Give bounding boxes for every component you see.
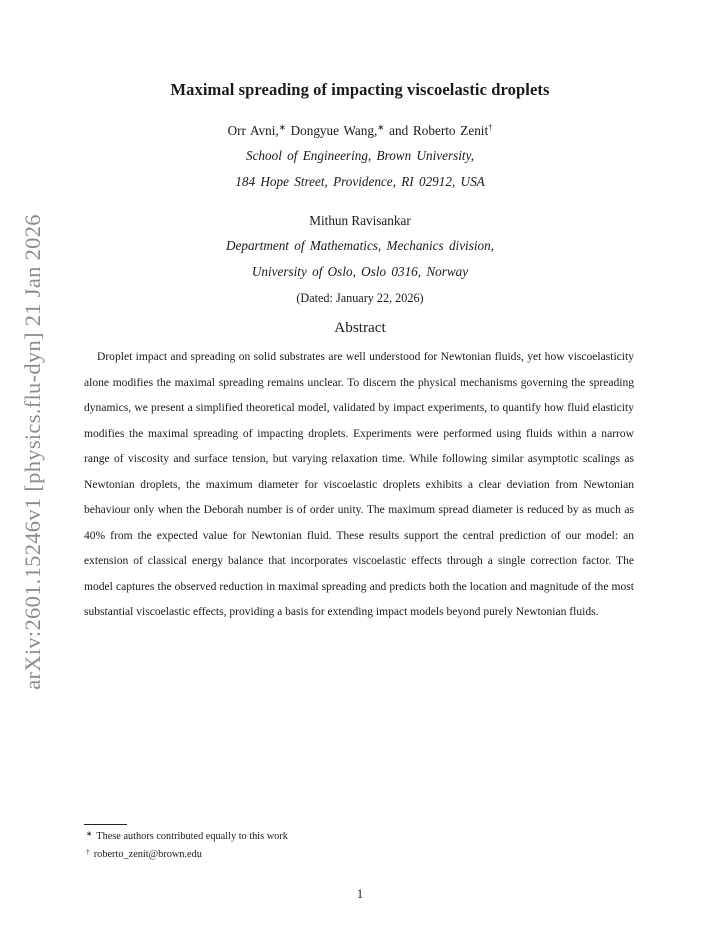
abstract-text: Droplet impact and spreading on solid substrates are well understood for Newtonian fluids, yet how viscoelasticity alone modifies the maximal spreading remains unclear. To discern the physical mechanisms governing the spreading dynamics, we present a simplified theoretical model, validated by impact experiments, to quantify how fluid elasticity modifies the maximal spreading of impacting droplets. Experiments were performed using fluids within a narrow range of viscosity and surface tension, but varying relaxation time. While following similar asymptotic scalings as Newtonian droplets, the maximum diameter for viscoelastic droplets exhibits a clear deviation from Newtonian behaviour only when the Deborah number is of order unity. The maximum spread diameter is reduced by as much as 40% from the expected value for Newtonian fluid. These results support the central prediction of our model: an extension of classical energy balance that incorporates viscoelastic effects through a single correction factor. The model captures the observed reduction in maximal spreading and predicts both the location and magnitude of the most substantial viscoelastic effects, providing a basis for extending impact models beyond purely Newtonian fluids.	[84, 351, 634, 618]
footnote-text: These authors contributed equally to this work	[96, 831, 288, 842]
footnote-mark: ∗	[377, 122, 385, 132]
dated-line: (Dated: January 22, 2026)	[296, 291, 424, 305]
footnote-mark: ∗	[86, 829, 93, 838]
footnote-divider	[84, 824, 127, 825]
author-name: Orr Avni,	[227, 123, 279, 138]
affiliation-line: 184 Hope Street, Providence, RI 02912, USA	[235, 174, 485, 189]
footnote	[86, 829, 288, 842]
affiliation-line: School of Engineering, Brown University,	[245, 148, 474, 163]
arxiv-identifier-text: arXiv:2601.15246v1 [physics.flu-dyn] 21 Jan 2026	[20, 214, 45, 690]
page-number: 1	[356, 887, 364, 901]
abstract-heading: Abstract	[334, 319, 386, 336]
footnote-mark: †	[488, 122, 493, 132]
author-name: Dongyue Wang,	[285, 123, 378, 138]
author-name: and Roberto Zenit	[384, 123, 489, 138]
author-name: Mithun Ravisankar	[309, 213, 411, 228]
paper-title: Maximal spreading of impacting viscoelastic droplets	[170, 80, 550, 99]
footnote-mark: ∗	[278, 122, 286, 132]
author-list	[0, 122, 720, 139]
footnote-email: roberto_zenit@brown.edu	[93, 849, 202, 860]
footnote	[86, 847, 202, 860]
footnote-mark: †	[86, 847, 90, 856]
affiliation-line: Department of Mathematics, Mechanics division,	[225, 238, 495, 253]
affiliation-line: University of Oslo, Oslo 0316, Norway	[251, 264, 469, 279]
